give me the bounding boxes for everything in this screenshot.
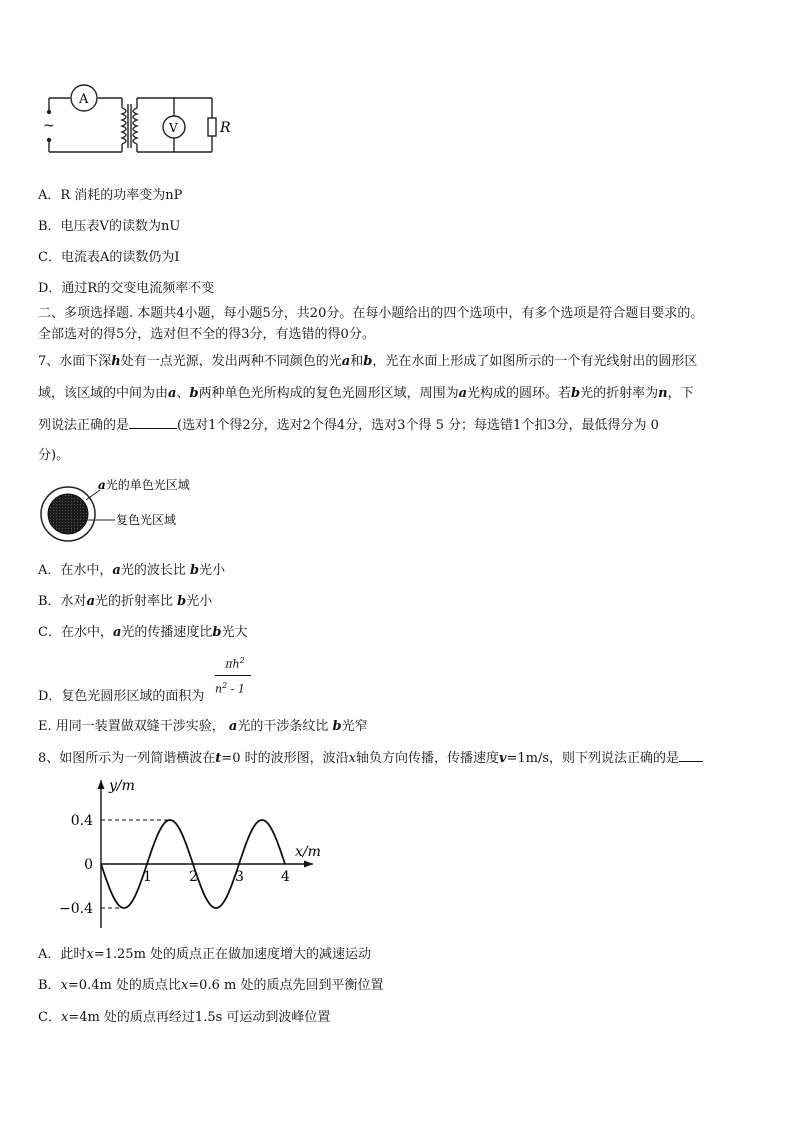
q6-option-d: D．通过R的交变电流频率不变 <box>38 281 215 296</box>
x-axis-label: x/m <box>295 844 321 860</box>
q7-option-c: C．在水中，a光的传播速度比b光大 <box>38 625 248 640</box>
x-axis-arrow <box>304 861 313 868</box>
resistor-label: R <box>220 120 231 136</box>
q8-option-a: A．此时x=1.25m 处的质点正在做加速度增大的减速运动 <box>38 947 372 962</box>
q7-stem-line2: 域，该区域的中间为由a、b两种单色光所构成的复色光圆形区域，周围为a光构成的圆环。若b光的折射率为n，下 <box>38 386 694 401</box>
svg-text:a光的单色光区域: a光的单色光区域 <box>98 478 190 492</box>
y-axis-arrow <box>98 780 105 789</box>
x-tick-label: 1 <box>143 869 152 885</box>
section2-line1: 二、多项选择题. 本题共4小题，每小题5分，共20分。在每小题给出的四个选项中，有多个选项是符合题目要求的。 <box>38 306 704 321</box>
section2-line2: 全部选对的得5分，选对但不全的得3分，有选错的得0分。 <box>38 327 375 342</box>
q8-option-b: B．x=0.4m 处的质点比x=0.6 m 处的质点先回到平衡位置 <box>38 978 384 993</box>
y-axis-label: y/m <box>109 778 135 794</box>
answer-blank <box>129 416 177 429</box>
q6-option-a: A．R 消耗的功率变为nP <box>38 188 183 203</box>
ammeter-label: A <box>79 92 89 107</box>
x-tick-label: 3 <box>235 869 244 885</box>
y-tick-label: 0.4 <box>70 813 93 829</box>
q6-option-b: B．电压表V的读数为nU <box>38 219 181 234</box>
y-tick-label: 0 <box>84 857 93 873</box>
q7-option-a: A．在水中，a光的波长比 b光小 <box>38 563 226 578</box>
composite-region-label: 复色光区域 <box>116 513 177 527</box>
q7-option-d: D．复色光圆形区域的面积为 <box>38 689 205 704</box>
q7-stem-line1: 7、水面下深h处有一点光源，发出两种不同颜色的光a和b，光在水面上形成了如图所示的一个有光线射出的圆形区 <box>38 354 698 369</box>
q8-option-c: C．x=4m 处的质点再经过1.5s 可运动到波峰位置 <box>38 1010 331 1025</box>
wave-chart <box>56 774 356 934</box>
x-tick-label: 4 <box>281 869 290 885</box>
q7-option-e: E. 用同一装置做双缝干涉实验， a光的干涉条纹比 b光窄 <box>38 719 368 734</box>
transformer-circuit-diagram <box>40 86 240 166</box>
q7-option-b: B．水对a光的折射率比 b光小 <box>38 594 213 609</box>
q7-stem-line4: 分)。 <box>38 448 70 463</box>
ac-source-symbol: ~ <box>43 118 55 134</box>
voltmeter-label: V <box>169 121 178 135</box>
y-tick-label: −0.4 <box>59 901 93 917</box>
q6-option-c: C．电流表A的读数仍为I <box>38 250 180 265</box>
x-tick-label: 2 <box>189 869 198 885</box>
q8-stem: 8、如图所示为一列简谐横波在t=0 时的波形图，波沿x轴负方向传播，传播速度v=1m/s，则下列说法正确的是 <box>38 749 703 768</box>
area-fraction: $\pi h^2$ $n^2 - 1$ <box>215 655 251 695</box>
light-circle-figure <box>40 476 210 546</box>
q7-stem-line3: 列说法正确的是 (选对1个得2分，选对2个得4分，选对3个得 5 分；每选错1个扣3分，最低得分为 0 <box>38 418 659 433</box>
